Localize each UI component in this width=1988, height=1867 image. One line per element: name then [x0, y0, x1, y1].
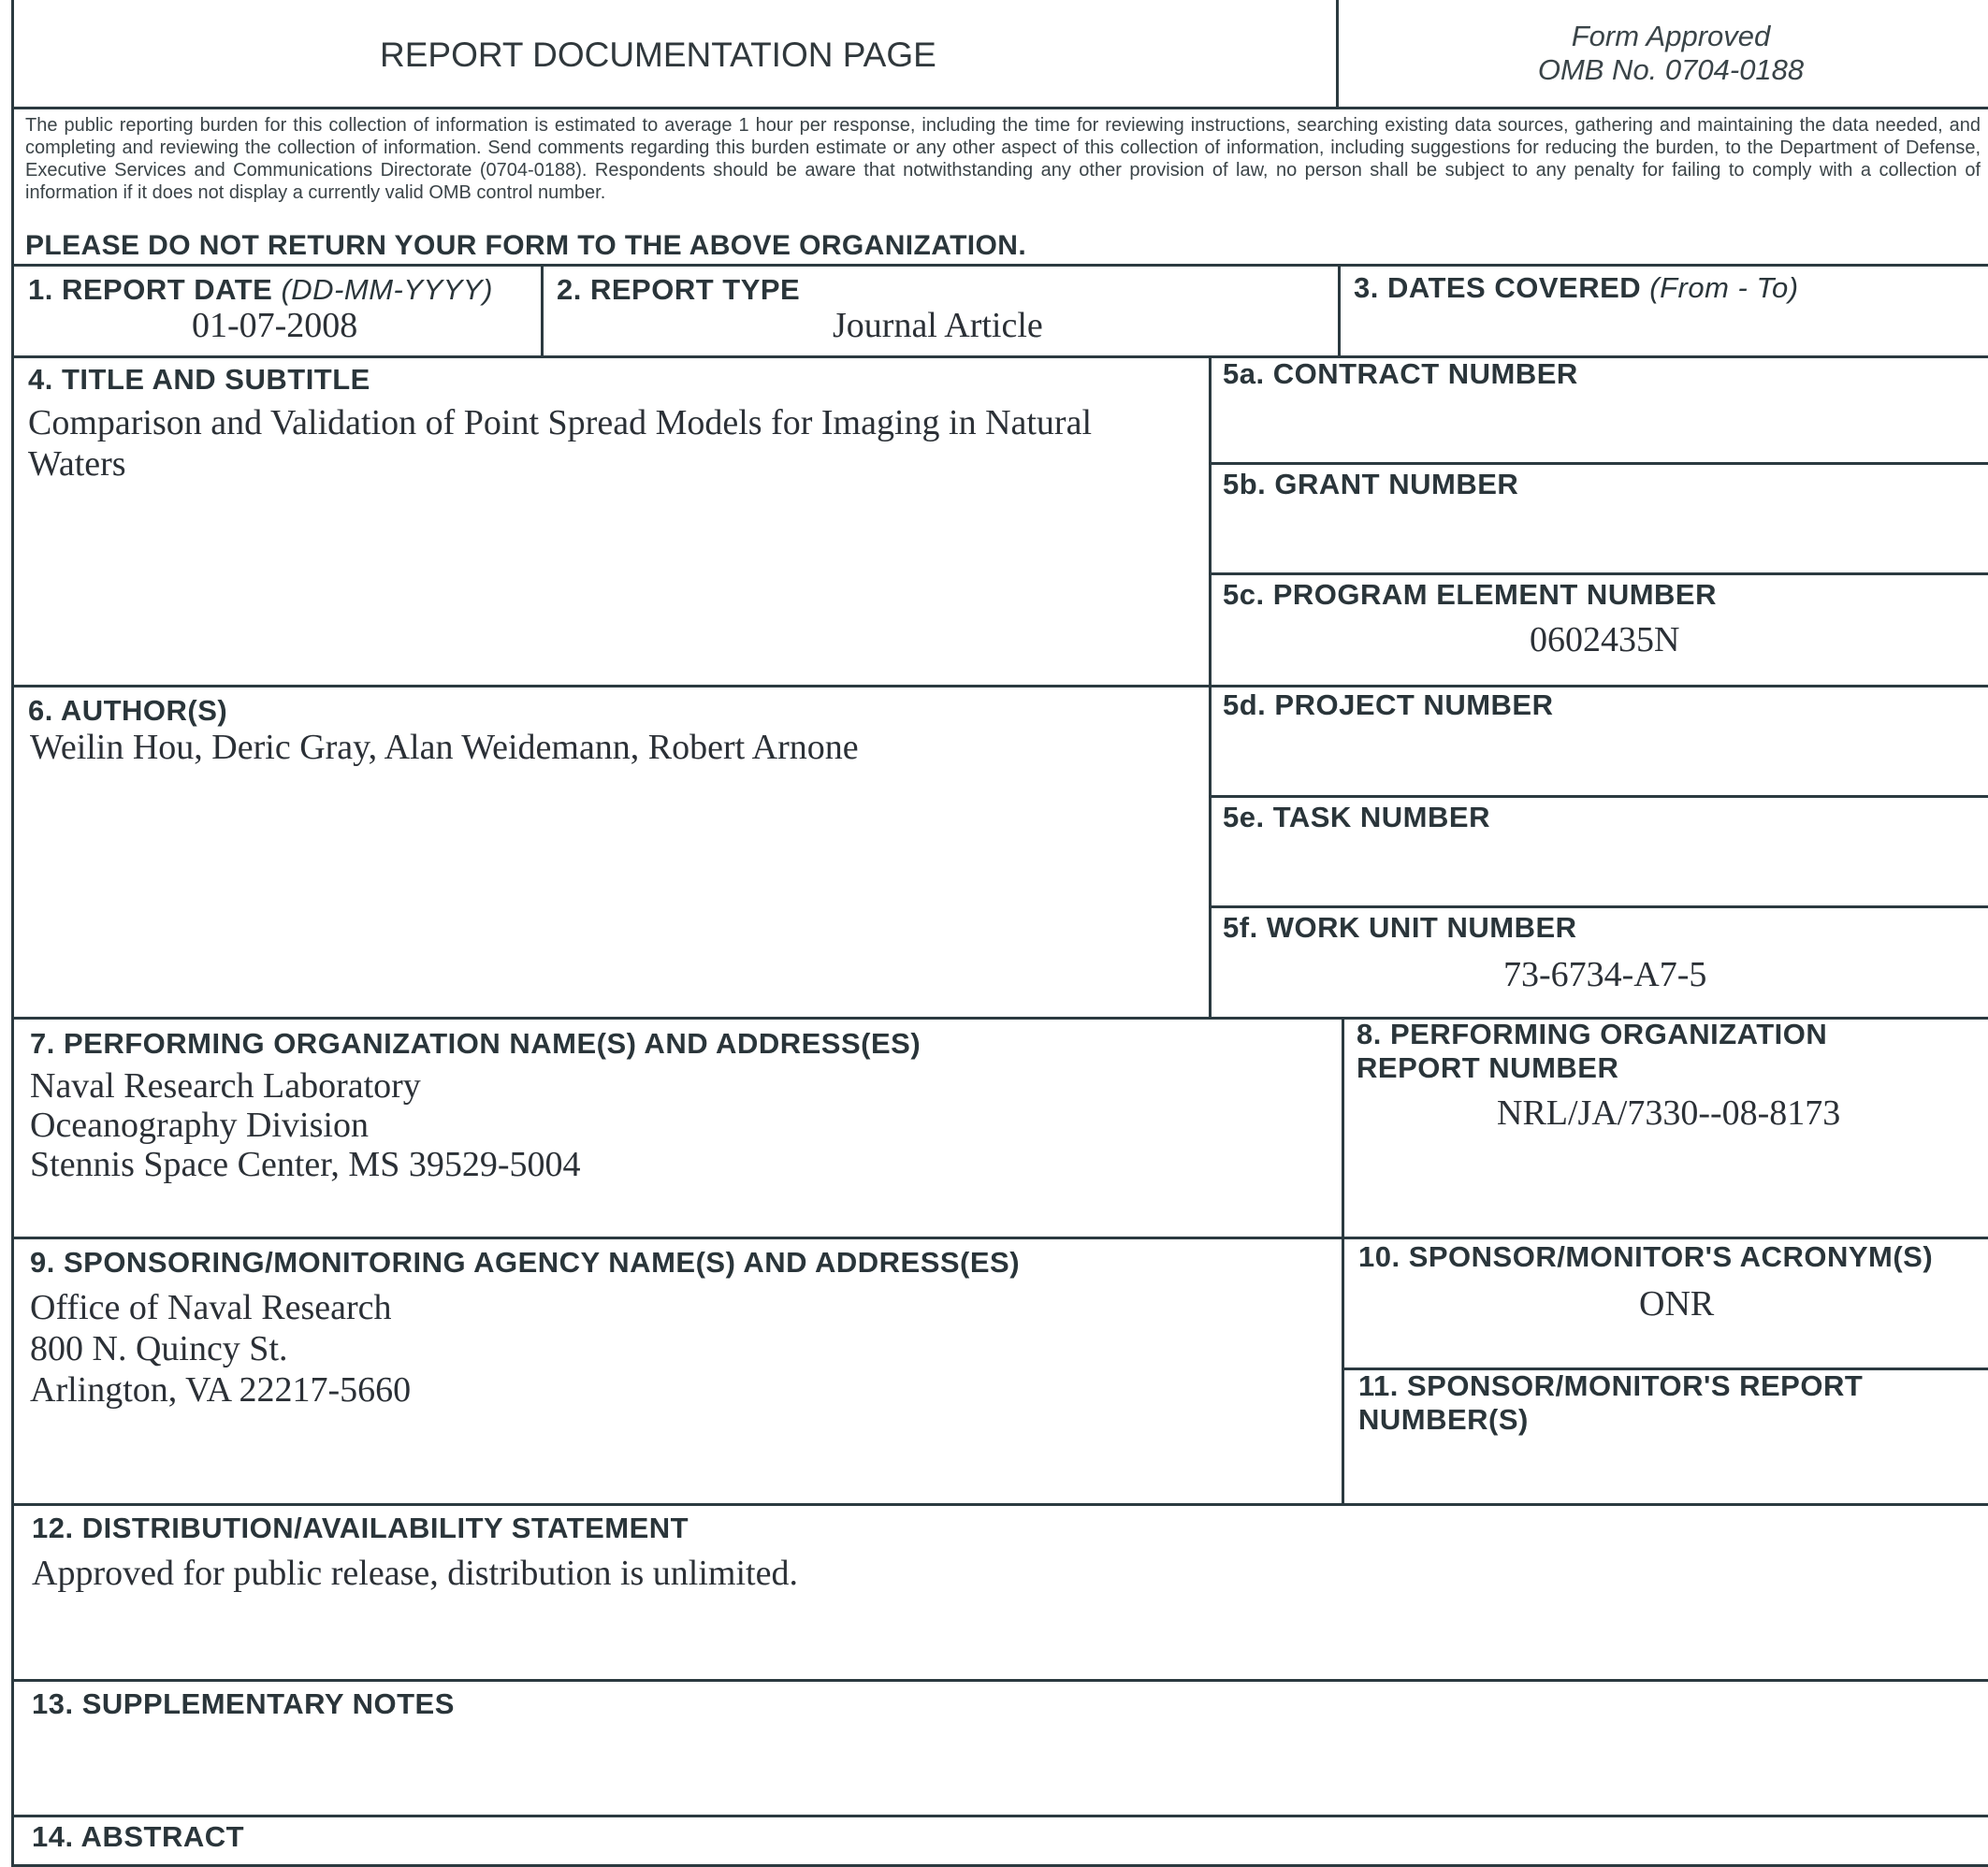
program-element-value: 0602435N: [1530, 620, 1680, 659]
do-not-return-notice: PLEASE DO NOT RETURN YOUR FORM TO THE ABOVE ORGANIZATION.: [25, 230, 1027, 261]
row1-divider-b: [1338, 264, 1341, 357]
sponsoring-agency-label: 9. SPONSORING/MONITORING AGENCY NAME(S) AND ADDRESS(ES): [30, 1246, 1021, 1279]
sponsor-acronym-label: 10. SPONSOR/MONITOR'S ACRONYM(S): [1358, 1240, 1934, 1273]
work-unit-label: 5f. WORK UNIT NUMBER: [1223, 911, 1577, 944]
project-number-label: 5d. PROJECT NUMBER: [1223, 688, 1554, 721]
burden-statement: The public reporting burden for this collection of information is estimated to average 1 hour per response, including the time for reviewing instructions, searching existing data sources, gathering and maintaining the data needed, and completing and reviewing the collection of information. Send comments regarding this burden estimate or any other aspect of this collection of information, including suggestions for reducing the burden, to the Department of Defense, Executive Services and Communications Directorate (0704-0188). Respondents should be aware that notwithstanding any other provision of law, no person shall be subject to any penalty for failing to comply with a collection of information if it does not display a currently valid OMB control number.: [25, 115, 1981, 203]
line-5b-5c: [1209, 572, 1988, 575]
dates-covered-label: 3. DATES COVERED (From - To): [1354, 271, 1799, 304]
title-label: 4. TITLE AND SUBTITLE: [28, 363, 370, 396]
row1-divider-a: [541, 264, 544, 357]
block9-bottom-line: [11, 1503, 1988, 1506]
line-5e-5f: [1209, 905, 1988, 908]
task-number-label: 5e. TASK NUMBER: [1223, 801, 1490, 833]
authors-value: Weilin Hou, Deric Gray, Alan Weidemann, Robert Arnone: [30, 728, 859, 767]
org-report-number-label: 8. PERFORMING ORGANIZATION REPORT NUMBER: [1357, 1018, 1828, 1084]
row1-bottom-line: [11, 355, 1988, 358]
work-unit-value: 73-6734-A7-5: [1503, 955, 1707, 994]
sponsor-acronym-value: ONR: [1639, 1284, 1715, 1324]
report-date-label: 1. REPORT DATE (DD-MM-YYYY): [28, 273, 493, 306]
contract-number-label: 5a. CONTRACT NUMBER: [1223, 357, 1578, 390]
block4-divider: [1209, 355, 1212, 1020]
header-divider: [1336, 0, 1339, 109]
form-title: REPORT DOCUMENTATION PAGE: [380, 36, 936, 74]
header-bottom-line: [11, 107, 1988, 109]
report-type-label: 2. REPORT TYPE: [557, 273, 801, 306]
form-approved: Form Approved: [1571, 20, 1771, 52]
block7-bottom-line: [11, 1237, 1988, 1239]
grant-number-label: 5b. GRANT NUMBER: [1223, 468, 1519, 500]
row1-top-line: [11, 264, 1988, 267]
abstract-label: 14. ABSTRACT: [32, 1820, 245, 1853]
program-element-label: 5c. PROGRAM ELEMENT NUMBER: [1223, 578, 1717, 611]
performing-org-value: Naval Research Laboratory Oceanography Division Stennis Space Center, MS 39529-5004: [30, 1066, 581, 1184]
report-type-value: Journal Article: [833, 306, 1043, 345]
sponsoring-agency-value: Office of Naval Research 800 N. Quincy St. Arlington, VA 22217-5660: [30, 1288, 412, 1410]
block12-bottom-line: [11, 1679, 1988, 1682]
report-date-value: 01-07-2008: [192, 306, 358, 345]
distribution-label: 12. DISTRIBUTION/AVAILABILITY STATEMENT: [32, 1512, 689, 1544]
performing-org-label: 7. PERFORMING ORGANIZATION NAME(S) AND ADDRESS(ES): [30, 1027, 921, 1060]
omb-number: OMB No. 0704-0188: [1537, 53, 1805, 86]
block7-divider: [1342, 1017, 1344, 1505]
sponsor-report-number-label: 11. SPONSOR/MONITOR'S REPORT NUMBER(S): [1358, 1369, 1864, 1436]
line-5a-5b: [1209, 462, 1988, 465]
title-value: Comparison and Validation of Point Spread Models for Imaging in Natural Waters: [28, 403, 1093, 484]
org-report-number-value: NRL/JA/7330--08-8173: [1497, 1093, 1841, 1133]
block4-bottom-line: [11, 685, 1988, 687]
line-5d-5e: [1209, 795, 1988, 798]
supplementary-notes-label: 13. SUPPLEMENTARY NOTES: [32, 1687, 455, 1720]
block13-bottom-line: [11, 1815, 1988, 1817]
distribution-value: Approved for public release, distribution is unlimited.: [32, 1554, 798, 1593]
authors-label: 6. AUTHOR(S): [28, 694, 228, 727]
